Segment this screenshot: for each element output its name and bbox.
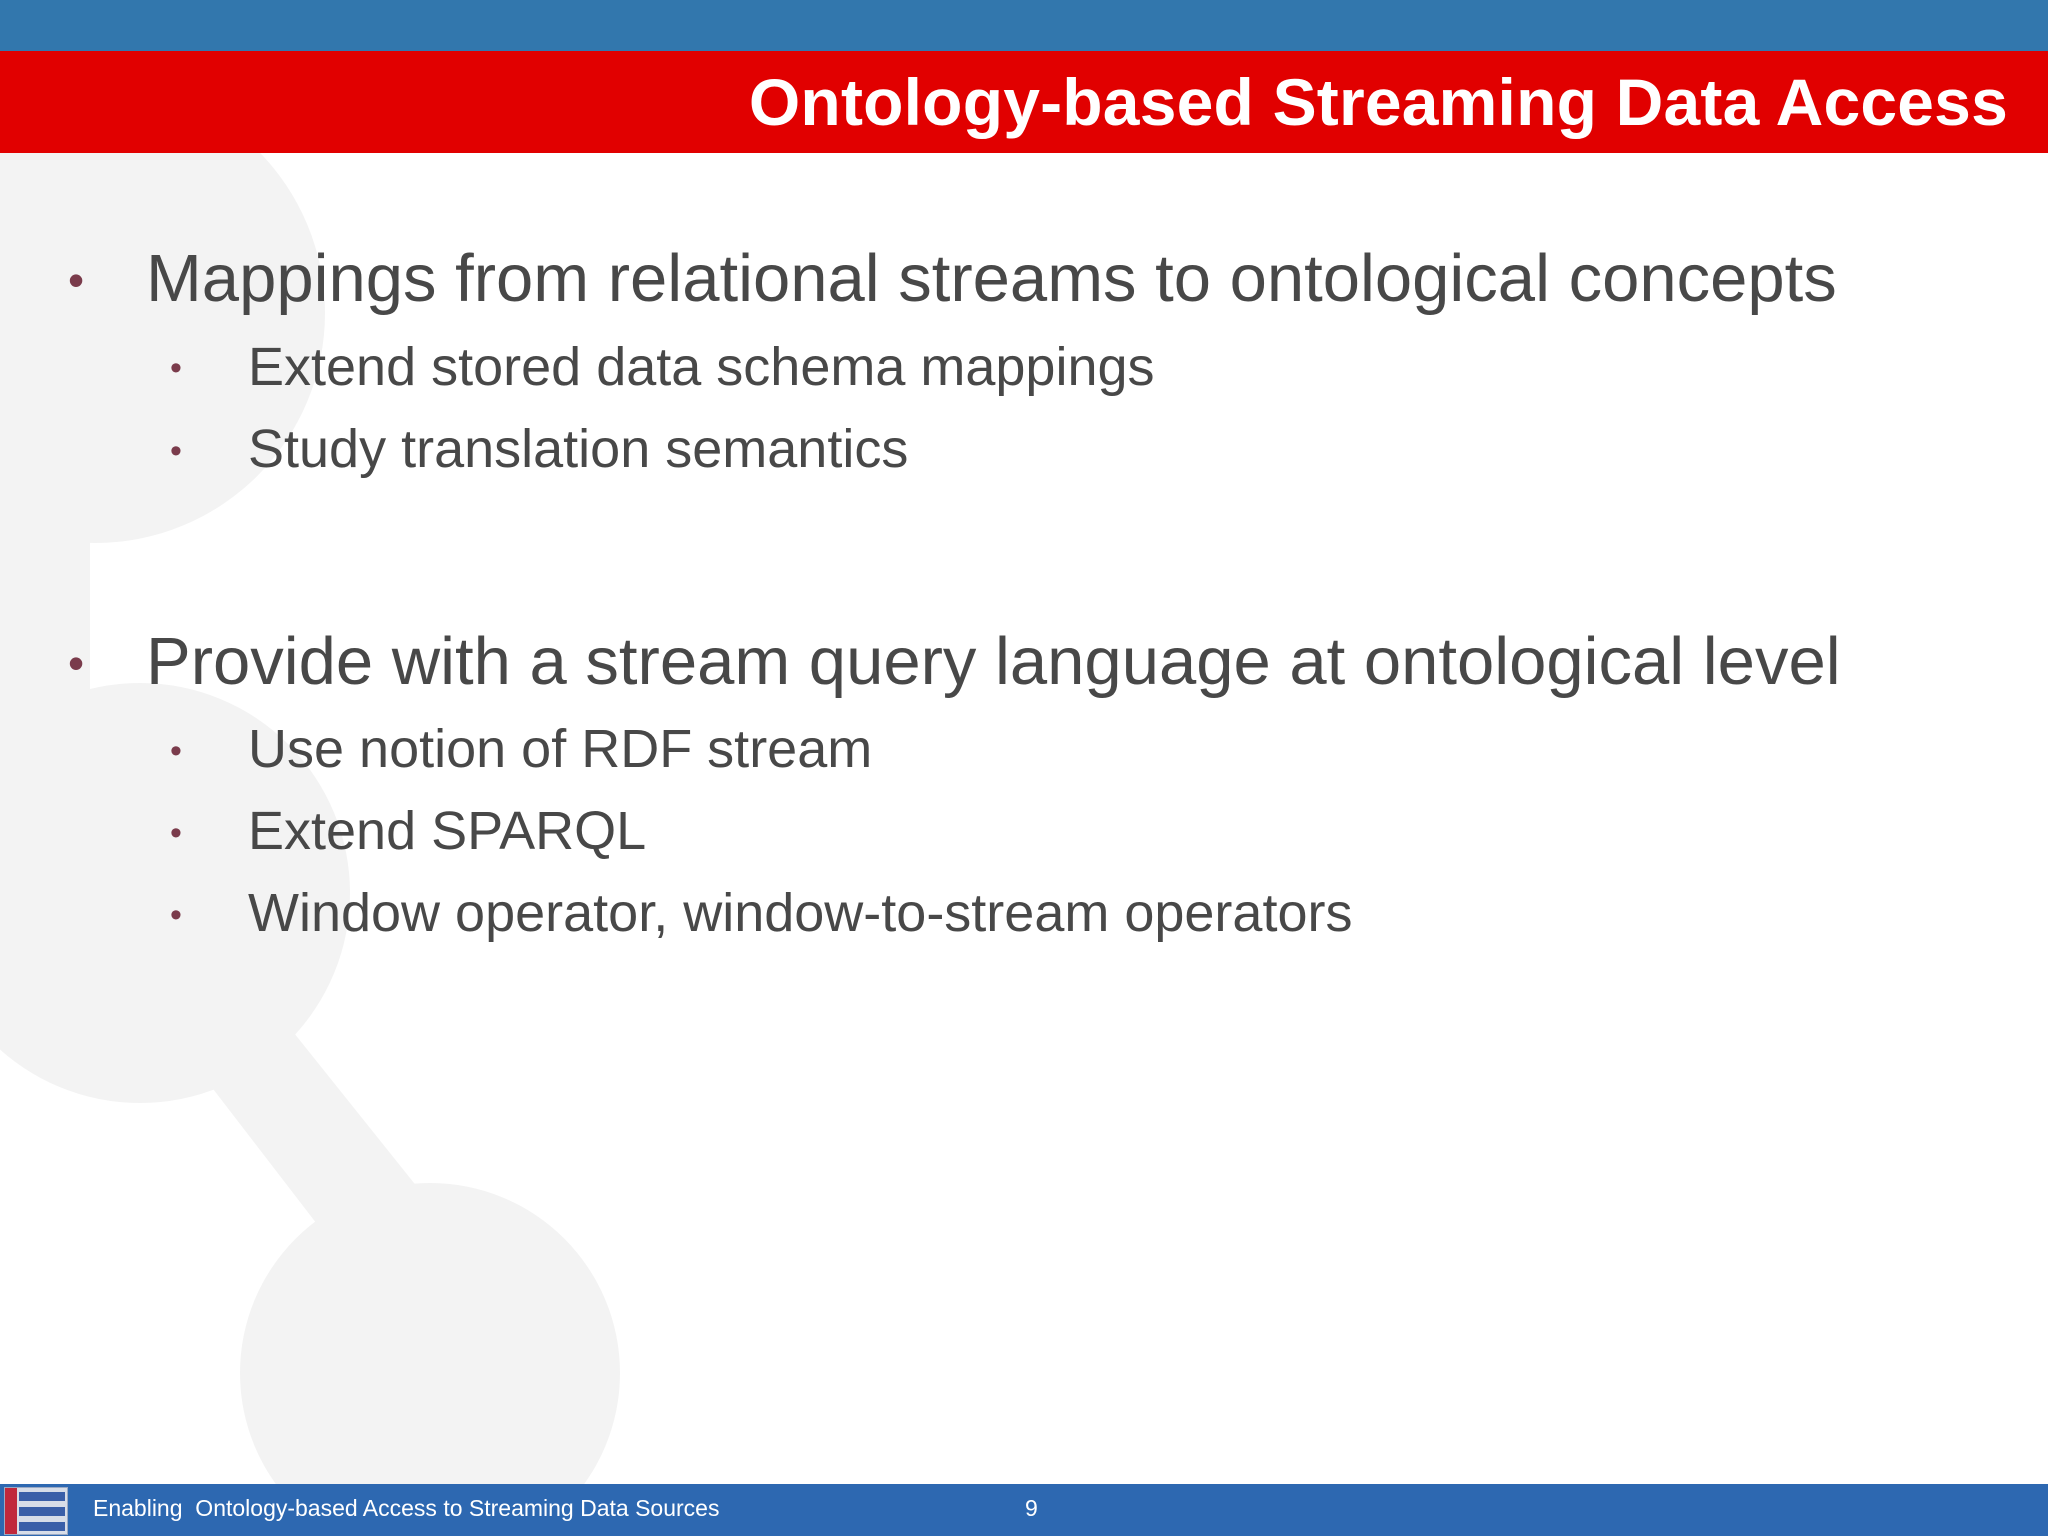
bullet-marker: •	[170, 732, 182, 770]
bullet-marker: •	[68, 637, 85, 689]
bullet-level2: Window operator, window-to-stream operators	[248, 883, 1353, 943]
top-accent-band	[0, 0, 2048, 51]
bullet-marker: •	[170, 814, 182, 852]
slide-title: Ontology-based Streaming Data Access	[748, 65, 2008, 139]
title-bar	[0, 51, 2048, 153]
bullet-level2: Extend stored data schema mappings	[248, 337, 1155, 397]
bullet-marker: •	[170, 349, 182, 387]
bullet-level2: Study translation semantics	[248, 419, 909, 479]
bullet-marker: •	[170, 432, 182, 470]
bullet-level1: Provide with a stream query language at ontological level	[146, 624, 1841, 699]
bullet-level2: Extend SPARQL	[248, 801, 647, 861]
footer-bar	[0, 1484, 2048, 1536]
bullet-level1: Mappings from relational streams to ontological concepts	[146, 241, 1837, 316]
bullet-marker: •	[170, 896, 182, 934]
bullet-marker: •	[68, 254, 85, 306]
page-number: 9	[1025, 1495, 1038, 1521]
footer-presentation-title: Enabling Ontology-based Access to Streaming Data Sources	[93, 1495, 720, 1521]
bullet-level2: Use notion of RDF stream	[248, 719, 873, 779]
ontology-group-logo-icon	[4, 1487, 68, 1535]
